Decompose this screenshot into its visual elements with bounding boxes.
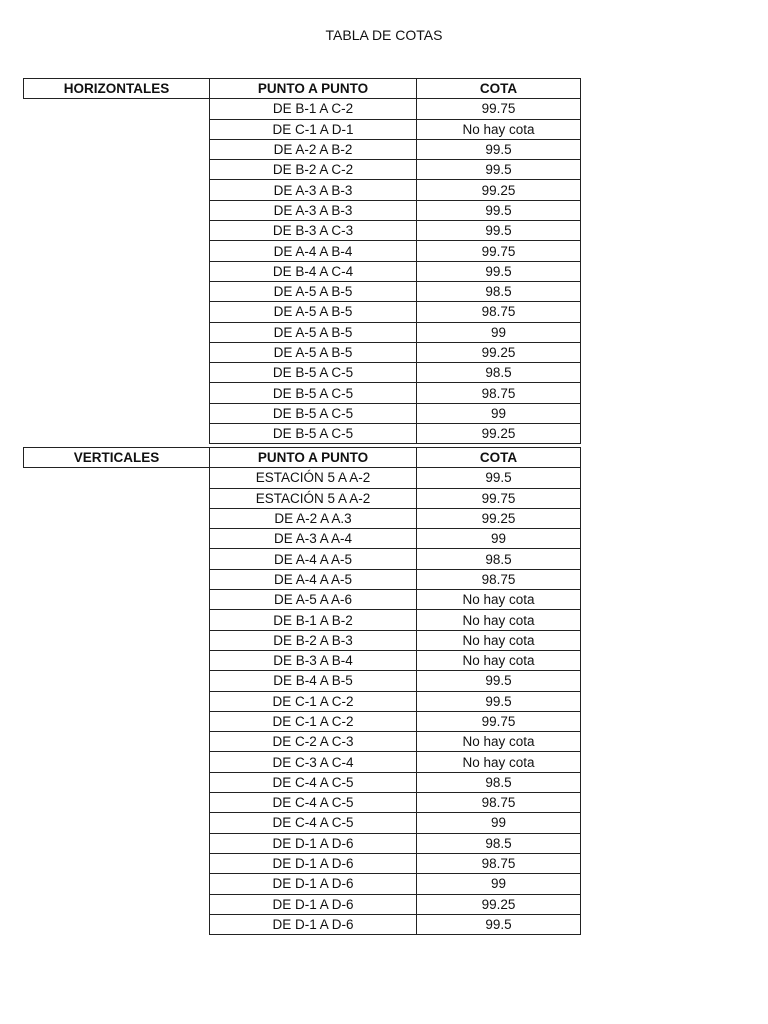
cota-cell: 99 <box>417 813 581 833</box>
column-header-punto: PUNTO A PUNTO <box>210 448 417 468</box>
table-row <box>24 853 581 873</box>
table-row <box>24 342 581 362</box>
cota-cell: 99.25 <box>417 342 581 362</box>
blank-cell <box>24 342 210 362</box>
blank-cell <box>24 221 210 241</box>
cota-cell: 98.75 <box>417 793 581 813</box>
table-row <box>24 403 581 423</box>
punto-cell: DE C-3 A C-4 <box>210 752 417 772</box>
cota-cell: No hay cota <box>417 630 581 650</box>
table-row <box>24 160 581 180</box>
blank-cell <box>24 549 210 569</box>
horizontales-rows <box>24 99 581 444</box>
punto-cell: DE A-4 A B-4 <box>210 241 417 261</box>
cota-cell: No hay cota <box>417 650 581 670</box>
cota-cell: 99 <box>417 529 581 549</box>
blank-cell <box>24 569 210 589</box>
blank-cell <box>24 424 210 444</box>
cota-cell: 99.75 <box>417 711 581 731</box>
section-label-verticales: VERTICALES <box>24 448 210 468</box>
punto-cell: DE A-3 A B-3 <box>210 200 417 220</box>
cota-cell: 99 <box>417 403 581 423</box>
blank-cell <box>24 772 210 792</box>
blank-cell <box>24 119 210 139</box>
blank-cell <box>24 853 210 873</box>
punto-cell: DE C-1 A D-1 <box>210 119 417 139</box>
blank-cell <box>24 468 210 488</box>
verticales-table <box>23 447 581 935</box>
blank-cell <box>24 732 210 752</box>
cota-cell: 99.25 <box>417 180 581 200</box>
blank-cell <box>24 813 210 833</box>
verticales-rows <box>24 468 581 935</box>
table-row <box>24 302 581 322</box>
table-row <box>24 793 581 813</box>
table-row <box>24 874 581 894</box>
cota-cell: 99.75 <box>417 241 581 261</box>
column-header-cota: COTA <box>417 79 581 99</box>
cota-cell: No hay cota <box>417 732 581 752</box>
punto-cell: DE B-5 A C-5 <box>210 383 417 403</box>
blank-cell <box>24 691 210 711</box>
punto-cell: DE B-2 A B-3 <box>210 630 417 650</box>
blank-cell <box>24 630 210 650</box>
punto-cell: DE A-5 A B-5 <box>210 342 417 362</box>
table-row <box>24 610 581 630</box>
cota-cell: No hay cota <box>417 752 581 772</box>
punto-cell: DE B-4 A C-4 <box>210 261 417 281</box>
punto-cell: DE A-2 A A.3 <box>210 508 417 528</box>
blank-cell <box>24 590 210 610</box>
cota-cell: 98.5 <box>417 833 581 853</box>
blank-cell <box>24 160 210 180</box>
table-row <box>24 508 581 528</box>
blank-cell <box>24 302 210 322</box>
table-row <box>24 468 581 488</box>
blank-cell <box>24 874 210 894</box>
table-row <box>24 772 581 792</box>
cota-cell: 99.5 <box>417 468 581 488</box>
table-row <box>24 732 581 752</box>
blank-cell <box>24 752 210 772</box>
punto-cell: DE D-1 A D-6 <box>210 894 417 914</box>
table-row <box>24 569 581 589</box>
punto-cell: ESTACIÓN 5 A A-2 <box>210 488 417 508</box>
table-header-row <box>24 79 581 99</box>
cota-cell: 99.5 <box>417 261 581 281</box>
punto-cell: DE B-4 A B-5 <box>210 671 417 691</box>
cota-cell: 99.5 <box>417 914 581 934</box>
table-row <box>24 363 581 383</box>
punto-cell: DE D-1 A D-6 <box>210 833 417 853</box>
blank-cell <box>24 180 210 200</box>
table-row <box>24 833 581 853</box>
column-header-punto: PUNTO A PUNTO <box>210 79 417 99</box>
cota-cell: 99.5 <box>417 139 581 159</box>
punto-cell: DE D-1 A D-6 <box>210 874 417 894</box>
punto-cell: DE B-5 A C-5 <box>210 363 417 383</box>
punto-cell: DE A-2 A B-2 <box>210 139 417 159</box>
blank-cell <box>24 650 210 670</box>
blank-cell <box>24 529 210 549</box>
blank-cell <box>24 403 210 423</box>
cota-cell: No hay cota <box>417 119 581 139</box>
table-row <box>24 752 581 772</box>
table-row <box>24 261 581 281</box>
table-header-row <box>24 448 581 468</box>
table-row <box>24 488 581 508</box>
table-row <box>24 241 581 261</box>
punto-cell: DE A-3 A B-3 <box>210 180 417 200</box>
punto-cell: DE A-4 A A-5 <box>210 569 417 589</box>
cota-cell: 99.5 <box>417 691 581 711</box>
cota-cell: 98.75 <box>417 569 581 589</box>
blank-cell <box>24 261 210 281</box>
blank-cell <box>24 281 210 301</box>
table-row <box>24 711 581 731</box>
cota-cell: 99.25 <box>417 894 581 914</box>
punto-cell: DE B-5 A C-5 <box>210 403 417 423</box>
blank-cell <box>24 200 210 220</box>
cota-cell: 99.75 <box>417 488 581 508</box>
punto-cell: DE A-4 A A-5 <box>210 549 417 569</box>
blank-cell <box>24 488 210 508</box>
table-row <box>24 914 581 934</box>
punto-cell: DE C-4 A C-5 <box>210 793 417 813</box>
blank-cell <box>24 139 210 159</box>
cota-cell: 99.75 <box>417 99 581 119</box>
blank-cell <box>24 383 210 403</box>
table-row <box>24 99 581 119</box>
cota-cell: 99 <box>417 874 581 894</box>
table-row <box>24 691 581 711</box>
punto-cell: ESTACIÓN 5 A A-2 <box>210 468 417 488</box>
cota-cell: 99.5 <box>417 221 581 241</box>
cota-cell: 99.5 <box>417 671 581 691</box>
punto-cell: DE B-3 A C-3 <box>210 221 417 241</box>
punto-cell: DE C-4 A C-5 <box>210 813 417 833</box>
cota-cell: 98.5 <box>417 772 581 792</box>
punto-cell: DE A-5 A B-5 <box>210 281 417 301</box>
blank-cell <box>24 508 210 528</box>
table-row <box>24 590 581 610</box>
cota-cell: 99 <box>417 322 581 342</box>
cota-cell: 98.5 <box>417 281 581 301</box>
cota-cell: 98.5 <box>417 549 581 569</box>
punto-cell: DE A-5 A B-5 <box>210 302 417 322</box>
column-header-cota: COTA <box>417 448 581 468</box>
cota-cell: 99.25 <box>417 508 581 528</box>
punto-cell: DE B-1 A B-2 <box>210 610 417 630</box>
punto-cell: DE B-2 A C-2 <box>210 160 417 180</box>
cota-cell: 98.5 <box>417 363 581 383</box>
punto-cell: DE A-3 A A-4 <box>210 529 417 549</box>
table-row <box>24 322 581 342</box>
table-row <box>24 894 581 914</box>
punto-cell: DE B-5 A C-5 <box>210 424 417 444</box>
cota-cell: 99.25 <box>417 424 581 444</box>
table-row <box>24 180 581 200</box>
table-row <box>24 630 581 650</box>
cota-cell: 99.5 <box>417 160 581 180</box>
table-row <box>24 383 581 403</box>
blank-cell <box>24 793 210 813</box>
punto-cell: DE C-2 A C-3 <box>210 732 417 752</box>
page-title: TABLA DE COTAS <box>325 27 443 43</box>
punto-cell: DE B-3 A B-4 <box>210 650 417 670</box>
blank-cell <box>24 610 210 630</box>
table-row <box>24 529 581 549</box>
table-row <box>24 200 581 220</box>
blank-cell <box>24 894 210 914</box>
table-row <box>24 221 581 241</box>
blank-cell <box>24 833 210 853</box>
blank-cell <box>24 322 210 342</box>
table-row <box>24 671 581 691</box>
cota-cell: 98.75 <box>417 853 581 873</box>
blank-cell <box>24 711 210 731</box>
table-row <box>24 549 581 569</box>
section-label-horizontales: HORIZONTALES <box>24 79 210 99</box>
blank-cell <box>24 241 210 261</box>
cota-cell: No hay cota <box>417 590 581 610</box>
cota-cell: 98.75 <box>417 302 581 322</box>
cota-cell: 99.5 <box>417 200 581 220</box>
table-row <box>24 424 581 444</box>
blank-cell <box>24 363 210 383</box>
punto-cell: DE C-1 A C-2 <box>210 691 417 711</box>
punto-cell: DE D-1 A D-6 <box>210 914 417 934</box>
blank-cell <box>24 914 210 934</box>
table-row <box>24 139 581 159</box>
horizontales-table <box>23 78 581 444</box>
punto-cell: DE C-1 A C-2 <box>210 711 417 731</box>
punto-cell: DE A-5 A B-5 <box>210 322 417 342</box>
table-row <box>24 119 581 139</box>
blank-cell <box>24 99 210 119</box>
blank-cell <box>24 671 210 691</box>
punto-cell: DE B-1 A C-2 <box>210 99 417 119</box>
table-row <box>24 650 581 670</box>
table-row <box>24 281 581 301</box>
punto-cell: DE C-4 A C-5 <box>210 772 417 792</box>
cota-cell: 98.75 <box>417 383 581 403</box>
cota-cell: No hay cota <box>417 610 581 630</box>
punto-cell: DE A-5 A A-6 <box>210 590 417 610</box>
punto-cell: DE D-1 A D-6 <box>210 853 417 873</box>
table-row <box>24 813 581 833</box>
